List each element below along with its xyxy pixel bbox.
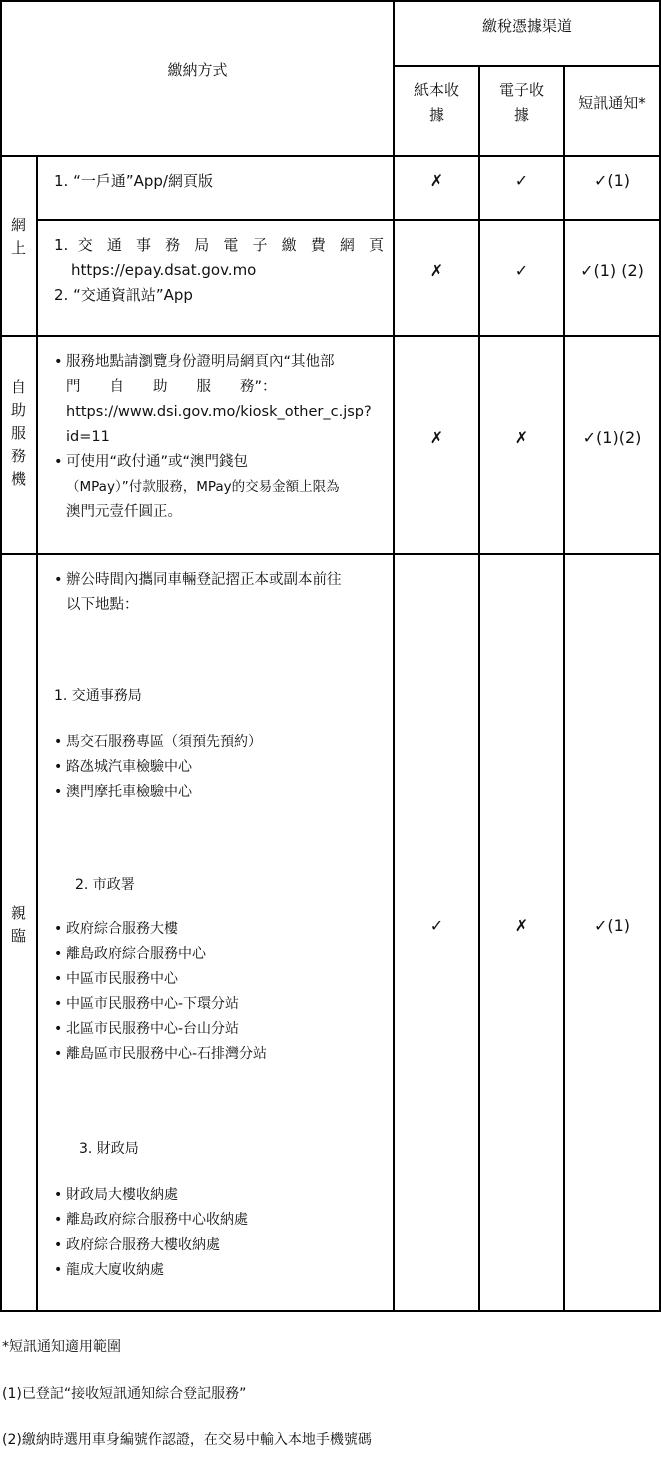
divider-method-col xyxy=(393,0,395,1312)
kiosk-paper: ✗ xyxy=(429,428,444,447)
kiosk-url-end: id=11 xyxy=(66,429,110,445)
list-item: • 澳門摩托車檢驗中心 xyxy=(52,780,262,805)
online-row1-sms: ✓(1) xyxy=(593,171,631,190)
online-row2-paper: ✗ xyxy=(429,261,444,280)
counter-group2-title: 2. 市政署 xyxy=(75,877,135,893)
counter-intro-line1: • 辦公時間內攜同車輛登記摺正本或副本前往 xyxy=(52,568,392,593)
kiosk-label-char3: 服 xyxy=(10,424,26,442)
kiosk-line6: （MPay）”付款服務，MPay的交易金額上限為 xyxy=(66,479,340,495)
list-item: • 中區市民服務中心 xyxy=(52,967,267,992)
note-2: (2)繳納時選用車身編號作認證，在交易中輸入本地手機號碼 xyxy=(2,1432,372,1448)
kiosk-label-char2: 助 xyxy=(10,401,26,419)
section-label-kiosk xyxy=(0,376,37,491)
online-row2-url: https://epay.dsat.gov.mo xyxy=(71,261,257,279)
counter-label-char1: 親 xyxy=(10,904,26,922)
online-label-char2: 上 xyxy=(10,239,26,257)
divider-kiosk-bottom xyxy=(0,553,661,555)
online-row2-electronic: ✓ xyxy=(514,261,529,280)
header-method: 繳納方式 xyxy=(167,61,228,79)
counter-intro xyxy=(52,568,392,618)
kiosk-line5: • 可使用“政付通”或“澳門錢包 xyxy=(52,450,387,475)
table-border-top xyxy=(0,0,661,2)
list-item: • 離島政府綜合服務中心 xyxy=(52,942,267,967)
counter-intro-line2: 以下地點： xyxy=(66,597,139,613)
kiosk-method xyxy=(52,350,387,525)
list-item: • 路氹城汽車檢驗中心 xyxy=(52,755,262,780)
kiosk-url: https://www.dsi.gov.mo/kiosk_other_c.jsp? xyxy=(66,404,372,420)
divider-channel-header xyxy=(393,65,661,67)
counter-electronic: ✗ xyxy=(514,916,529,935)
counter-group3-list xyxy=(52,1183,248,1283)
online-row2-line3: 2. “交通資訊站”App xyxy=(54,286,193,304)
list-item: • 龍成大廈收納處 xyxy=(52,1258,248,1283)
header-electronic-line1: 電子收 xyxy=(498,81,544,99)
list-item: • 財政局大樓收納處 xyxy=(52,1183,248,1208)
header-channel: 繳稅憑據渠道 xyxy=(481,17,572,35)
kiosk-label-char1: 自 xyxy=(10,378,26,396)
online-row1-paper: ✗ xyxy=(429,171,444,190)
header-paper-line1: 紙本收 xyxy=(413,81,459,99)
header-paper-line2: 據 xyxy=(428,106,444,124)
list-item: • 離島區市民服務中心-石排灣分站 xyxy=(52,1042,267,1067)
list-item: • 離島政府綜合服務中心收納處 xyxy=(52,1208,248,1233)
header-sms: 短訊通知* xyxy=(578,94,646,112)
counter-sms: ✓(1) xyxy=(593,916,631,935)
section-label-counter xyxy=(0,902,37,948)
list-item: • 中區市民服務中心-下環分站 xyxy=(52,992,267,1017)
divider-header-bottom xyxy=(0,155,661,157)
online-label-char1: 網 xyxy=(10,216,26,234)
list-item: • 政府綜合服務大樓 xyxy=(52,917,267,942)
divider-online-bottom xyxy=(0,335,661,337)
kiosk-sms: ✓(1)(2) xyxy=(582,428,642,447)
list-item: • 馬交石服務專區（須預先預約） xyxy=(52,730,262,755)
online-row2-method xyxy=(54,233,384,308)
section-label-online xyxy=(0,214,37,260)
header-electronic xyxy=(480,78,563,128)
kiosk-line7: 澳門元壹仟圓正。 xyxy=(66,504,182,520)
kiosk-line2: 門 自 助 服 務”： xyxy=(66,379,277,395)
list-item: • 政府綜合服務大樓收納處 xyxy=(52,1233,248,1258)
online-row2-line1: 1. 交 通 事 務 局 電 子 繳 費 網 頁 xyxy=(54,236,384,254)
table-border-bottom xyxy=(0,1310,661,1312)
kiosk-electronic: ✗ xyxy=(514,428,529,447)
counter-group3-title: 3. 財政局 xyxy=(79,1141,139,1157)
online-row1-method: 1. “一戶通”App/網頁版 xyxy=(54,172,213,190)
list-item: • 北區市民服務中心-台山分站 xyxy=(52,1017,267,1042)
divider-label-col xyxy=(36,155,38,1312)
kiosk-line1: • 服務地點請瀏覽身份證明局網頁內“其他部 xyxy=(52,350,387,375)
kiosk-label-char4: 務 xyxy=(10,447,26,465)
header-electronic-line2: 據 xyxy=(513,106,529,124)
counter-group2-list xyxy=(52,917,267,1067)
note-1: (1)已登記“接收短訊通知綜合登記服務” xyxy=(2,1386,247,1402)
notes-title: *短訊通知適用範圍 xyxy=(2,1339,121,1355)
table-border-left xyxy=(0,0,2,1312)
kiosk-label-char5: 機 xyxy=(10,470,26,488)
counter-label-char2: 臨 xyxy=(10,927,26,945)
divider-online-rows xyxy=(36,219,661,221)
divider-paper-col xyxy=(478,65,480,1312)
counter-group1-list xyxy=(52,730,262,805)
header-paper xyxy=(395,78,478,128)
divider-electronic-col xyxy=(563,65,565,1312)
online-row1-electronic: ✓ xyxy=(514,171,529,190)
online-row2-sms: ✓(1) (2) xyxy=(580,261,644,280)
counter-group1-title: 1. 交通事務局 xyxy=(54,688,142,704)
counter-paper: ✓ xyxy=(429,916,444,935)
